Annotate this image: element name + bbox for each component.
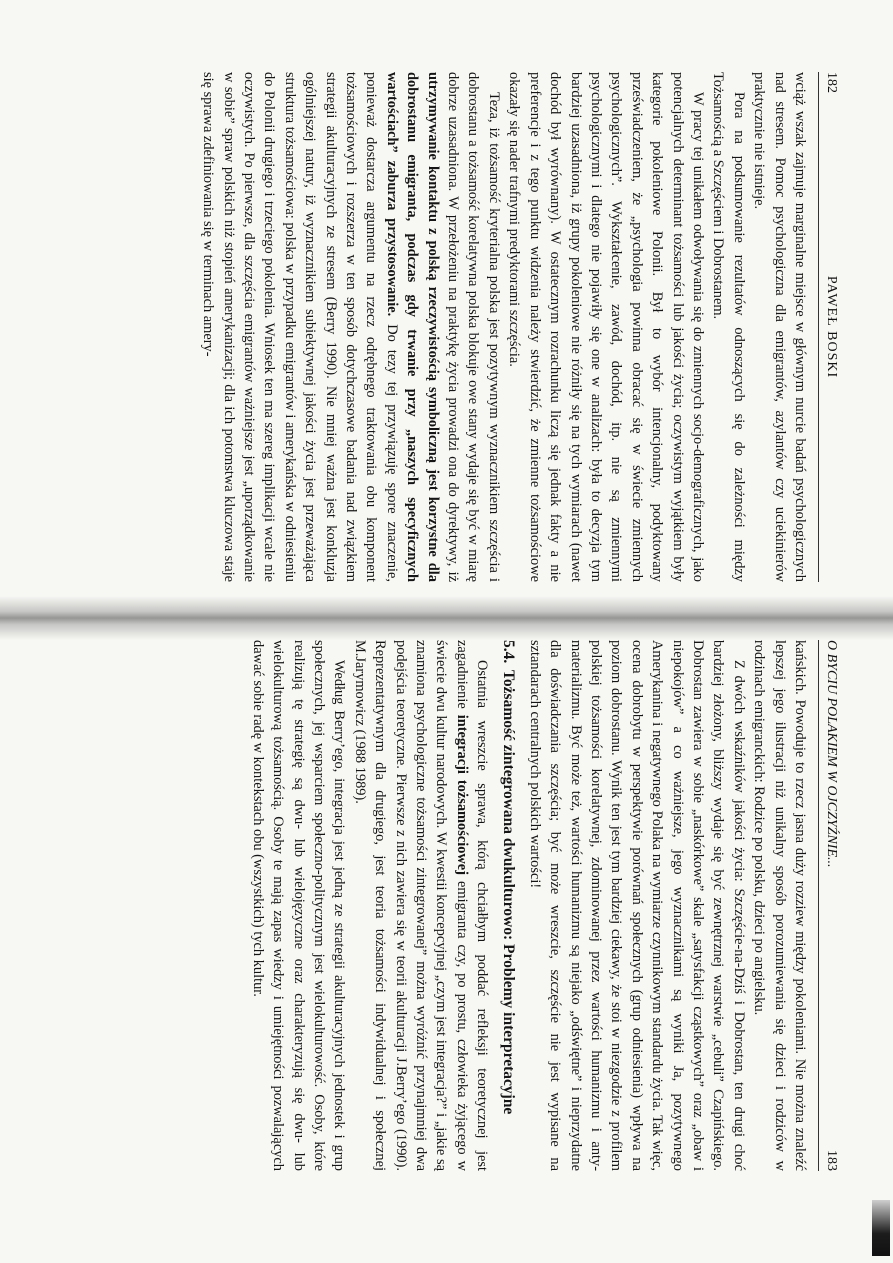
text-run: Do tezy tej przywiązuję spore znaczenie, ponieważ dostarcza argumentu na rzecz odrębnego traktowania obu komponent tożsamościowych i rozszerza w ten sposób dotychczasowe badania nad związkiem strategii akulturacyjnych ze stresem (Berry 1990). Nie mniej ważna jest konkluzja ogólniejszej natury, iż wyznacznikiem subiektywnej jakości życia jest przeważająca struktura tożsamościowa: polska w przypadku emigrantów i amerykańska w odniesieniu do Polonii drugiego i trzeciego pokolenia. Wniosek ten ma szereg implikacji wcale nie oczywistych. Po pierwsze, dla szczęścia emigrantów ważniejsze jest „uporządkowanie w sobie” spraw polskich niż stopień amerykanizacji; dla ich potomstwa kluczowa staje się sprawa zdefiniowania się w terminach amery- bbox=[200, 72, 400, 582]
right-page bbox=[0, 632, 893, 1263]
right-page-number: 183 bbox=[824, 1150, 839, 1171]
left-page-header bbox=[818, 72, 841, 582]
paragraph bbox=[198, 72, 504, 582]
text-run: Teza, iż tożsamość kryterialna polska jest pozytywnym wyznacznikiem szczęścia i dobrostanu a tożsamość korelatywna polska blokuje owe stany wydaje się być w miarę dobrze uzasadniona. W przełożeniu na praktykę życia prowadzi ona do dyrektywy, iż bbox=[445, 72, 502, 582]
right-running-head: O BYCIU POLAKIEM W OJCZYŹNIE... bbox=[824, 640, 839, 868]
paragraph bbox=[504, 72, 708, 582]
text-run: emigranta czy, po prostu, człowieka żyjącego w świecie dwu kultur narodowych. W kwestii koncepcyjnej „czym jest integracja?” i „jakie są znamiona psychologiczne tożsamości zintegrowanej” można wyróżnić przynajmniej dwa podejścia teoretyczne. Pierwsze z nich zawiera się w teorii akulturacji J.Berry’ego (1990). Reprezentatywnym dla drugiego, jest teoria tożsamości indywidualnej i społecznej M.Jarymowicz (1988 1989). bbox=[351, 640, 470, 1172]
text-run: Pora na podsumowanie rezultatów odnoszących się do zależności między Tożsamością a Szczęściem i Dobrostanem. bbox=[710, 72, 747, 582]
text-run: kańskich. Powoduje to rzecz jasna duży rozziew między pokoleniami. Nie można znaleźć lepszej jego ilustracji niż unikalny sposób porozumiewania się dzieci i rodziców w rodzinach emigranckich: Rodzice po polsku, dzieci po angielsku. bbox=[751, 640, 808, 1171]
text-run: Według Berry’ego, integracja jest jedną ze strategii akulturacyjnych jednostek i grup społecznych, jej wsparciem społeczno-politycznym jest wielokulturowość. Osoby, które realizują tę strategię są dwu- lub wielojęzyczne oraz charakteryzują się dwu- lub wielokulturową tożsamością. Osoby te mają zapas wiedzy i umiejętności pozwalających dawać sobie radę w kontekstach obu (wszystkich) tych kultur. bbox=[249, 640, 348, 1171]
section-heading bbox=[498, 640, 519, 1171]
paragraph bbox=[749, 640, 810, 1171]
paragraph bbox=[708, 72, 749, 582]
right-page-header bbox=[818, 640, 841, 1171]
scan-edge-mark bbox=[872, 1200, 890, 1256]
text-run: wciąż wszak zajmuje marginalne miejsce w głównym nurcie badań psychologicznych nad stresem. Pomoc psychologiczna dla emigrantów, azylantów czy uciekinierów praktycznie nie istnieje. bbox=[751, 72, 808, 582]
left-page-number: 182 bbox=[824, 72, 839, 93]
paragraph bbox=[524, 640, 748, 1171]
paragraph bbox=[349, 640, 492, 1171]
bold-text-run: integracji tożsamościowej bbox=[453, 714, 470, 875]
text-run: Ostatnia wreszcie sprawa, którą chciałbym poddać refleksji teoretycznej jest zagadnienie bbox=[453, 640, 491, 1171]
text-run: Z dwóch wskaźników jakości życia: Szczęście-na-Dziś i Dobrostan, ten drugi choć bardziej złożony, bliższy wydaje się być zewnętrznej warstwie „cebuli” Czapińskiego. Dobrostan zawiera w sobie „naskórkowe” skale „satysfakcji cząstkowych” oraz „obaw i niepokojów” a co ważniejsze, jego wyznacznikami są wyniki Ja, pozytywnego Amerykanina i negatywnego Polaka na wymiarze czynnikowym standardu życia. Tak więc, ocena dobrobytu w perspektywie porównań społecznych (grup odniesienia) wpływa na poziom dobrostanu. Wynik ten jest tym bardziej ciekawy, że stoi w niezgodzie z profilem polskiej tożsamości korelatywnej, zdominowanej przez wartości humanizmu i anty-materializmu. Być może też, wartości humanizmu są niejako „odświętne” i nieprzydatne dla doświadczania szczęścia; być może wreszcie, szczęście nie jest wypisane na sztandarach centralnych polskich wartości! bbox=[526, 640, 747, 1171]
paragraph bbox=[749, 72, 810, 582]
right-page-body bbox=[247, 640, 810, 1171]
section-number: 5.4. bbox=[500, 640, 518, 664]
left-page-body bbox=[198, 72, 810, 582]
text-run: W pracy tej unikałem odwoływania się do zmiennych socjo-demograficznych, jako potencjalnych determinant tożsamości lub jakości życia; oczywistym wyjątkiem były kategorie pokoleniowe Polonii. Był to wybór intencjonalny, podyktowany przeświadczeniem, że „psychologia powinna obracać się w świecie zmiennych psychologicznych”. Wykształcenie, zawód, dochód, itp. nie są zmiennymi psychologicznymi i dlatego nie pojawiły się one w analizach: była to decyzja tym bardziej uzasadniona, iż grupy pokoleniowe nie różniły się na tych wymiarach (nawet dochód był wyrównany). W ostatecznym rozrachunku liczą się jednak fakty a nie preferencje i z tego punktu widzenia należy stwierdzić, że zmienne tożsamościowe okazały się nader trafnymi predyktorami szczęścia. bbox=[506, 72, 706, 582]
left-page bbox=[0, 0, 893, 600]
section-title: Tożsamość zintegrowana dwukulturowo: Problemy interpretacyjne bbox=[500, 670, 518, 1115]
bold-text-run: utrzymywanie kontaktu z polską rzeczywistością symboliczną jest korzystne dla dobrostanu emigranta, podczas gdy trwanie przy „naszych specyficznych wartościach” zaburza przystosowanie. bbox=[383, 72, 441, 582]
left-running-head: PAWEŁ BOSKI bbox=[824, 275, 839, 379]
paragraph bbox=[247, 640, 349, 1171]
